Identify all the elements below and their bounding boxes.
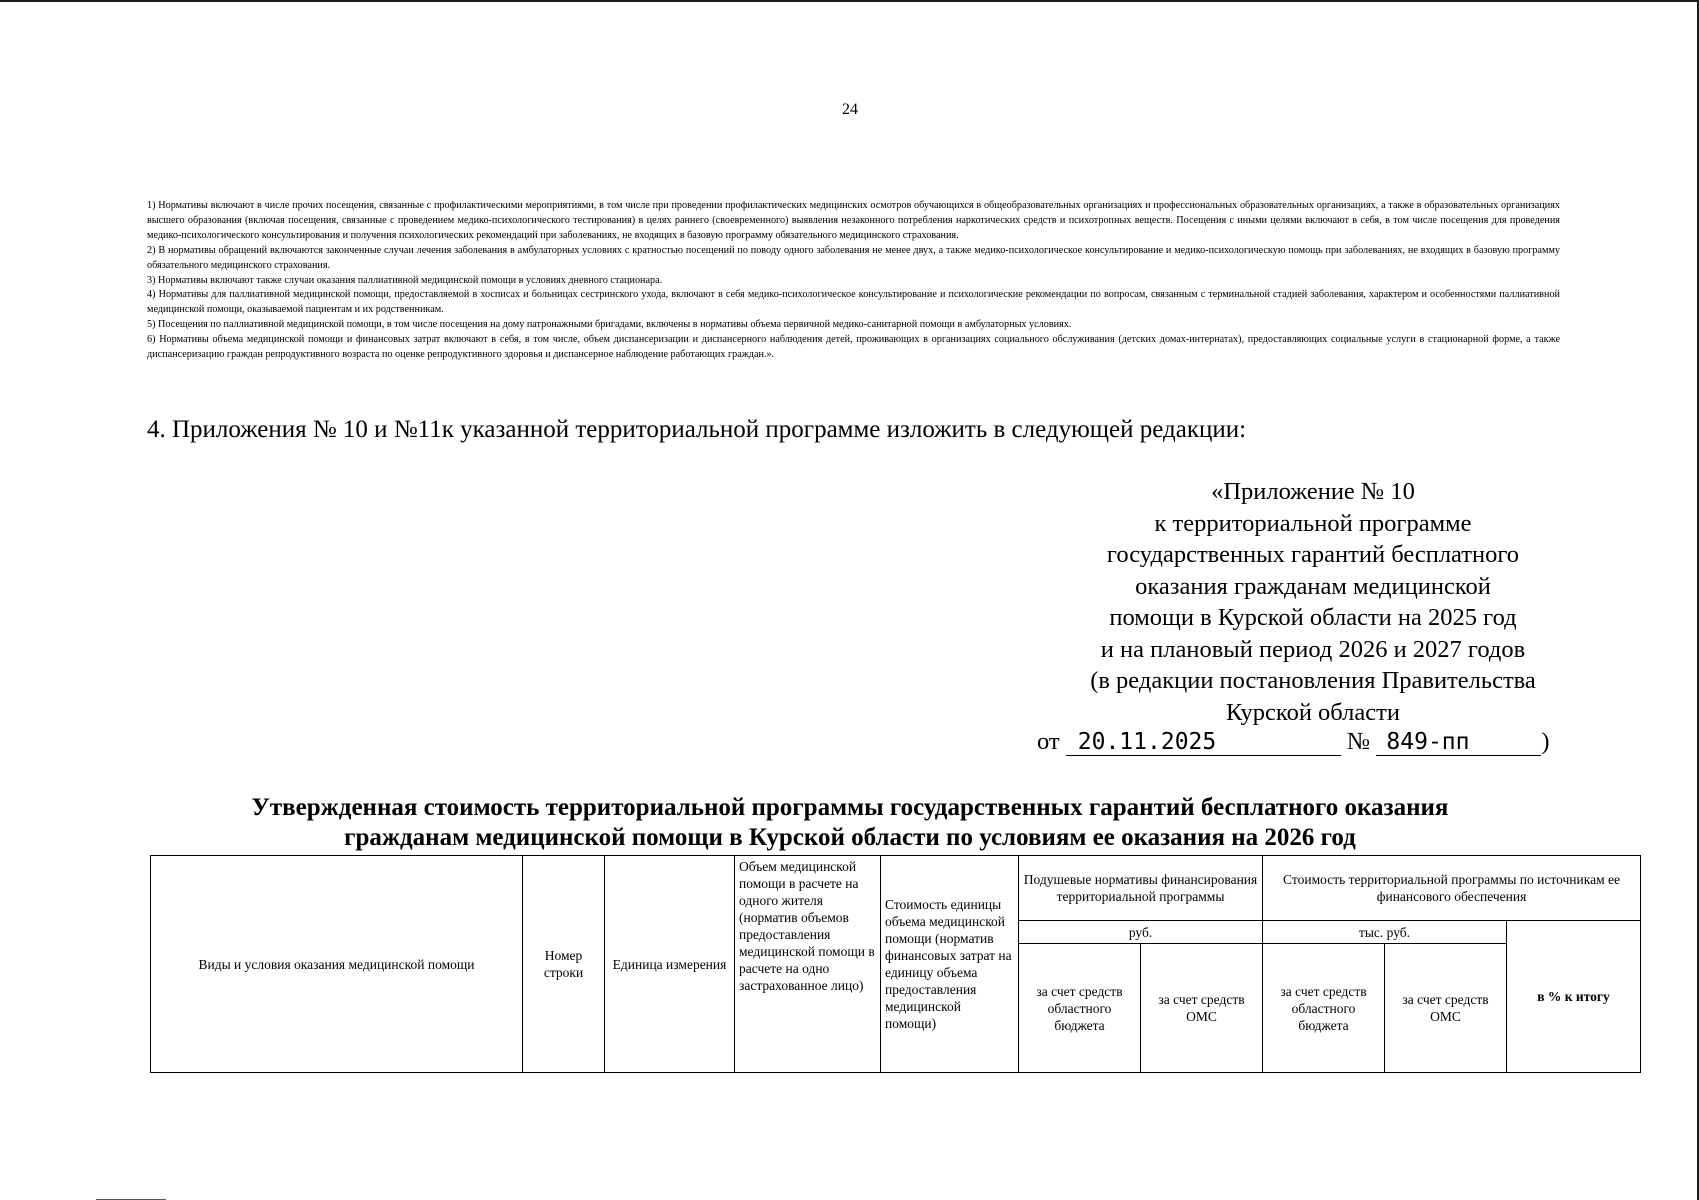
footnote-4: 4) Нормативы для паллиативной медицинской помощи, предоставляемой в хосписах и больницах сестринского ухода, включают в себя медико-психологическое консультирование и психологические рекомендации по вопросам, связанным с терминальной стадией заболевания, характером и особенностями паллиативной медицинской помощи, оказываемой пациентам и их родственникам. xyxy=(147,289,1560,316)
header-percent: в % к итогу xyxy=(1507,921,1641,1073)
resolution-number: 849-пп xyxy=(1376,729,1541,756)
approval-line: (в редакции постановления Правительства xyxy=(1090,667,1536,694)
closing-parenthesis: ) xyxy=(1541,728,1550,755)
page-number: 24 xyxy=(842,101,858,118)
header-currency-rub: руб. xyxy=(1019,921,1263,944)
footnote-3: 3) Нормативы включают также случаи оказания паллиативной медицинской помощи в условиях дневного стационара. xyxy=(147,274,663,286)
table-title-line-1: Утвержденная стоимость территориальной программы государственных гарантий бесплатного оказания xyxy=(251,794,1449,821)
date-prefix: от xyxy=(1037,728,1060,755)
resolution-date: 20.11.2025 xyxy=(1066,729,1341,756)
approval-line: к территориальной программе xyxy=(1154,509,1472,537)
approval-line: и на плановый период 2026 и 2027 годов xyxy=(1100,635,1526,663)
approval-block xyxy=(1013,476,1613,728)
footnotes xyxy=(147,199,1560,363)
table-title xyxy=(150,793,1550,853)
footnote-2: 2) В нормативы обращений включаются законченные случаи лечения заболевания в амбулаторных условиях с кратностью посещений по поводу одного заболевания не менее двух, а также медико-психологическое консультирование и медико-психологическую помощь при заболеваниях, не входящих в базовую программу обязательного медицинского страхования. xyxy=(147,244,1560,271)
header-currency-thousand-rub: тыс. руб. xyxy=(1263,921,1507,944)
footnote-6: 6) Нормативы объема медицинской помощи и финансовых затрат включают в себя, в том числе, объем диспансеризации и диспансерного наблюдения детей, проживающих в организациях социального обслуживания (детских домах-интернатах), предоставляющих социальные услуги в стационарной форме, а также диспансеризацию граждан репродуктивного возраста по оценке репродуктивного здоровья и диспансерное наблюдение работающих граждан.». xyxy=(147,334,1560,361)
header-volume: Объем медицинской помощи в расчете на одного жителя (норматив объемов предоставления медицинской помощи в расчете на одно застрахованное лицо) xyxy=(735,856,881,1073)
approval-line: оказания гражданам медицинской xyxy=(1135,572,1491,600)
header-program-cost: Стоимость территориальной программы по источникам ее финансового обеспечения xyxy=(1263,856,1641,921)
header-unit: Единица измерения xyxy=(605,856,735,1073)
header-row-number: Номер строки xyxy=(523,856,605,1073)
approval-line: помощи в Курской области на 2025 год xyxy=(1109,604,1517,631)
header-regional-budget-thousand: за счет средств областного бюджета xyxy=(1263,944,1385,1073)
scan-edge-top xyxy=(0,0,1699,2)
approval-line: Курской области xyxy=(1226,698,1400,726)
footnote-1: 1) Нормативы включают в числе прочих посещения, связанные с профилактическими мероприятиями, в том числе при проведении профилактических медицинских осмотров обучающихся в общеобразовательных организациях и профессиональных образовательных организациях, а также в образовательных организациях высшего образования (включая посещения, связанные с проведением медико-психологического тестирования) в целях раннего (своевременного) выявления незаконного потребления наркотических средств и психотропных веществ. Посещения с иными целями включают в себя, в том числе посещения для проведения медико-психологического консультирования и получения психологических рекомендаций при заболеваниях, не входящих в базовую программу обязательного медицинского страхования. xyxy=(147,200,1560,241)
header-per-capita: Подушевые нормативы финансирования территориальной программы xyxy=(1019,856,1263,921)
approval-line: государственных гарантий бесплатного xyxy=(1106,541,1520,568)
header-cost-unit: Стоимость единицы объема медицинской помощи (норматив финансовых затрат на единицу объема предоставления медицинской помощи) xyxy=(881,856,1019,1073)
header-regional-budget-rub: за счет средств областного бюджета xyxy=(1019,944,1141,1073)
header-types: Виды и условия оказания медицинской помощи xyxy=(151,856,523,1073)
approval-line: «Приложение № 10 xyxy=(1211,478,1415,505)
footnote-5: 5) Посещения по паллиативной медицинской помощи, в том числе посещения на дому патронажными бригадами, включены в нормативы объема первичной медико-санитарной помощи в амбулаторных условиях. xyxy=(147,319,1072,331)
header-oms-thousand: за счет средств ОМС xyxy=(1385,944,1507,1073)
table-header-row xyxy=(151,856,1641,921)
number-prefix: № xyxy=(1346,728,1371,755)
approval-date-line xyxy=(1037,728,1550,756)
amendment-instruction: 4. Приложения № 10 и №11к указанной территориальной программе изложить в следующей редакции: xyxy=(147,416,1247,443)
header-oms-rub: за счет средств ОМС xyxy=(1141,944,1263,1073)
cost-table xyxy=(150,855,1641,1073)
table-title-line-2: гражданам медицинской помощи в Курской области по условиям ее оказания на 2026 год xyxy=(344,824,1356,851)
